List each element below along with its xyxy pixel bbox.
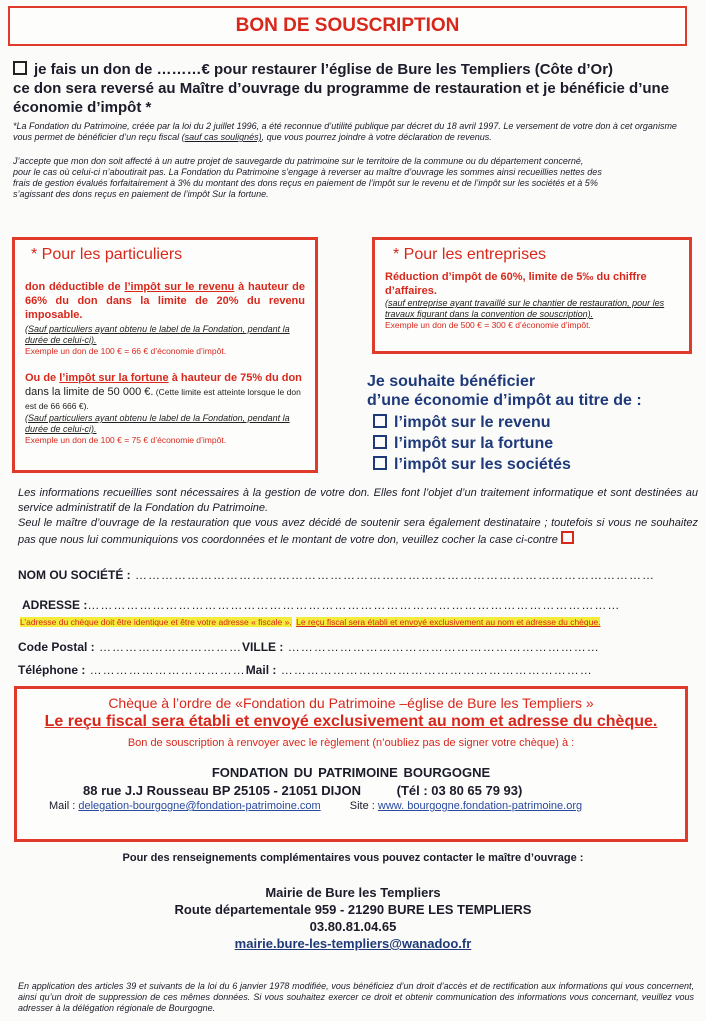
intro-line-1: je fais un don de ………€ pour restaurer l’église de Bure les Templiers (Côte d’Or): [34, 61, 614, 78]
cheque-receipt: Le reçu fiscal sera établi et envoyé exclusivement au nom et adresse du chèque.: [44, 713, 658, 730]
particuliers-note-2: (Sauf particuliers ayant obtenu le label de la Fondation, pendant la durée de celui-ci).: [25, 413, 290, 434]
contact-intro: Pour des renseignements complémentaires vous pouvez contacter le maître d’ouvrage :: [122, 852, 584, 864]
cp-ville-row: [18, 640, 690, 654]
tel-label: Téléphone :: [18, 663, 86, 677]
choice-line-2: d’une économie d’impôt au titre de :: [367, 392, 642, 409]
entreprises-text: Réduction d’impôt de 60%, limite de 5‰ du chiffre d’affaires.: [385, 271, 647, 297]
info-paragraph-1: Les informations recueillies sont nécessaires à la gestion de votre don. Elles font l’objet d’un traitement informatique et sont destinées au service administratif de la Fondation du Patrimoine.: [18, 487, 698, 514]
particuliers-box: [12, 237, 318, 473]
nom-field[interactable]: NOM OU SOCIÉTÉ : …………………………………………………………………………………………………………: [18, 568, 656, 582]
entreprises-note: (sauf entreprise ayant travaillé sur le chantier de restauration, pour les travaux figurant dans la convention de souscription).: [385, 298, 665, 319]
ville-label: VILLE :: [242, 640, 284, 654]
tel-field[interactable]: Téléphone : ………………………………: [18, 663, 246, 677]
intro-line-3: économie d’impôt *: [13, 99, 152, 116]
choice-option-societes[interactable]: [373, 454, 642, 475]
p2b: l’impôt sur la fortune: [59, 372, 169, 384]
mail-field[interactable]: Mail : ………………………………………………………………: [245, 663, 593, 677]
info-paragraph-2: [18, 516, 698, 548]
fondation-note-c: , que vous pourrez joindre à votre déclaration de revenus.: [261, 132, 492, 142]
accept-note-line: s’agissant des dons reçus en paiement de l’impôt Sur la fortune.: [13, 189, 269, 199]
fondation-note-a: *La Fondation du Patrimoine, créée par la loi du 2 juillet 1996, a été reconnue d’utilité publique par décret du 18 avril 1997. Le versement de votre: [13, 121, 593, 131]
donation-checkbox[interactable]: [13, 61, 27, 75]
mail-label: Mail :: [49, 800, 76, 812]
info-paragraph-2-text: Seul le maître d’ouvrage de la restauration que vous avez décidé de soutenir sera également destinataire ; toutefois si vous ne souhaitez pas que nous lui communiquions vos coordonnées et le montant de votre don, veuillez cocher la case ci-contre: [18, 517, 698, 546]
fondation-site-link[interactable]: www. bourgogne.fondation-patrimoine.org: [377, 800, 583, 812]
particuliers-example-1: Exemple un don de 100 € = 66 € d’économie d’impôt.: [25, 346, 227, 356]
particuliers-fortune: [25, 371, 305, 413]
entreprises-example: Exemple un don de 500 € = 300 € d’économie d’impôt.: [385, 320, 591, 330]
choice-option-fortune[interactable]: [373, 433, 642, 454]
checkbox-icon[interactable]: [373, 414, 387, 428]
entreprises-heading: * Pour les entreprises: [393, 246, 546, 263]
fondation-note-underlined: (sauf cas soulignés): [181, 132, 262, 142]
contact-phone: 03.80.81.04.65: [309, 919, 397, 934]
adresse-note-a: L’adresse du chèque doit être identique et être votre adresse « fiscale ».: [20, 617, 292, 627]
cheque-box: [14, 686, 688, 842]
contact-road: Route départementale 959 - 21290 BURE LES TEMPLIERS: [174, 902, 532, 917]
legal-notice: En application des articles 39 et suivants de la loi du 6 janvier 1978 modifiée, vous bénéficiez d’un droit d’accès et de rectification aux informations qui vous concernent, ainsi qu’un droit de suppression de ces mêmes données. Si vous souhaitez exercer ce droit et obtenir communication des informations vous concernant, veuillez vous adresser à la délégation régionale de Bourgogne.: [18, 981, 694, 1013]
cheque-address-row: [25, 783, 677, 798]
p2e: (Cette limite est atteinte lorsque le don est de 66 666 €).: [25, 387, 301, 411]
adresse-note: [20, 612, 692, 630]
p1b: l’impôt sur le revenu: [124, 281, 235, 293]
adresse-field[interactable]: ADRESSE :……………………………………………………………………………………………………………: [22, 598, 621, 612]
p2c: à hauteur de 75% du don: [168, 372, 302, 384]
tel-mail-row: [18, 663, 690, 677]
delegation-email-link[interactable]: delegation-bourgogne@fondation-patrimoine.com: [78, 800, 321, 812]
privacy-info: [18, 486, 698, 548]
cp-field[interactable]: Code Postal : ……………………………: [18, 640, 243, 654]
cheque-order: Chèque à l’ordre de «Fondation du Patrimoine –église de Bure les Templiers »: [108, 695, 594, 711]
donation-intro: [13, 60, 693, 117]
p2d: dans la limite de 50 000 €.: [25, 386, 154, 398]
particuliers-revenu: [25, 280, 305, 322]
site-label: Site :: [349, 800, 375, 812]
cp-label: Code Postal :: [18, 640, 95, 654]
intro-line-2: ce don sera reversé au Maître d’ouvrage du programme de restauration et je bénéficie d’une: [13, 80, 670, 97]
p1a: don déductible de: [25, 281, 125, 293]
accept-note-line: J’accepte que mon don soit affecté à un autre projet de sauvegarde du patrimoine sur le territoire de la commune ou du département concerné,: [13, 156, 584, 166]
option-label: l’impôt sur le revenu: [394, 414, 551, 431]
accept-note-line: frais de gestion évalués forfaitairement à 3% du montant des dons reçus en paiement de l’impôt sur le revenu et de l’impôt sur les sociétés et à 5%: [13, 178, 598, 188]
checkbox-icon[interactable]: [373, 435, 387, 449]
particuliers-note-1: (Sauf particuliers ayant obtenu le label de la Fondation, pendant la durée de celui-ci).: [25, 324, 290, 345]
accept-note: [13, 156, 695, 200]
cheque-contacts: [25, 800, 677, 812]
choice-line-1: Je souhaite bénéficier: [367, 373, 536, 390]
entreprises-box: [372, 237, 692, 354]
ville-field[interactable]: VILLE : ………………………………………………………………: [242, 640, 600, 654]
p1c: à hauteur de 66% du don dans la limite de 20% du revenu imposable.: [25, 281, 305, 321]
particuliers-example-2: Exemple un don de 100 € = 75 € d’économie d’impôt.: [25, 435, 227, 445]
p2a: Ou de: [25, 372, 60, 384]
choice-option-revenu[interactable]: [373, 412, 642, 433]
cheque-phone: (Tél : 03 80 65 79 93): [396, 783, 523, 798]
adresse-note-b: Le reçu fiscal sera établi et envoyé exclusivement au nom et adresse du chèque.: [296, 617, 601, 627]
contact-block: [0, 884, 706, 952]
fondation-note: [13, 121, 695, 143]
cheque-address: 88 rue J.J Rousseau BP 25105 - 21051 DIJON: [83, 783, 361, 798]
cheque-org: FONDATION DU PATRIMOINE BOURGOGNE: [211, 765, 491, 780]
fondation-note-b: don à cet organisme vous permet de bénéficier d’un reçu fiscal: [13, 121, 677, 142]
tax-choice: [367, 372, 642, 475]
page-title: BON DE SOUSCRIPTION: [235, 15, 460, 36]
checkbox-icon[interactable]: [373, 456, 387, 470]
optout-checkbox[interactable]: [561, 531, 574, 544]
contact-name: Mairie de Bure les Templiers: [265, 885, 441, 900]
option-label: l’impôt sur les sociétés: [394, 456, 571, 473]
adresse-label: ADRESSE :: [22, 598, 88, 612]
option-label: l’impôt sur la fortune: [394, 435, 554, 452]
particuliers-heading: * Pour les particuliers: [31, 246, 183, 263]
nom-label: NOM OU SOCIÉTÉ :: [18, 568, 131, 582]
accept-note-line: pour le cas où celui-ci n’aboutirait pas. La Fondation du Patrimoine s’engage à reverser au maître d’ouvrage les sommes ainsi recueillies nettes des: [13, 167, 602, 177]
mail-label: Mail :: [245, 663, 277, 677]
mairie-email-link[interactable]: mairie.bure-les-templiers@wanadoo.fr: [234, 936, 472, 951]
cheque-instructions: Bon de souscription à renvoyer avec le règlement (n’oubliez pas de signer votre chèque) à :: [127, 737, 575, 749]
